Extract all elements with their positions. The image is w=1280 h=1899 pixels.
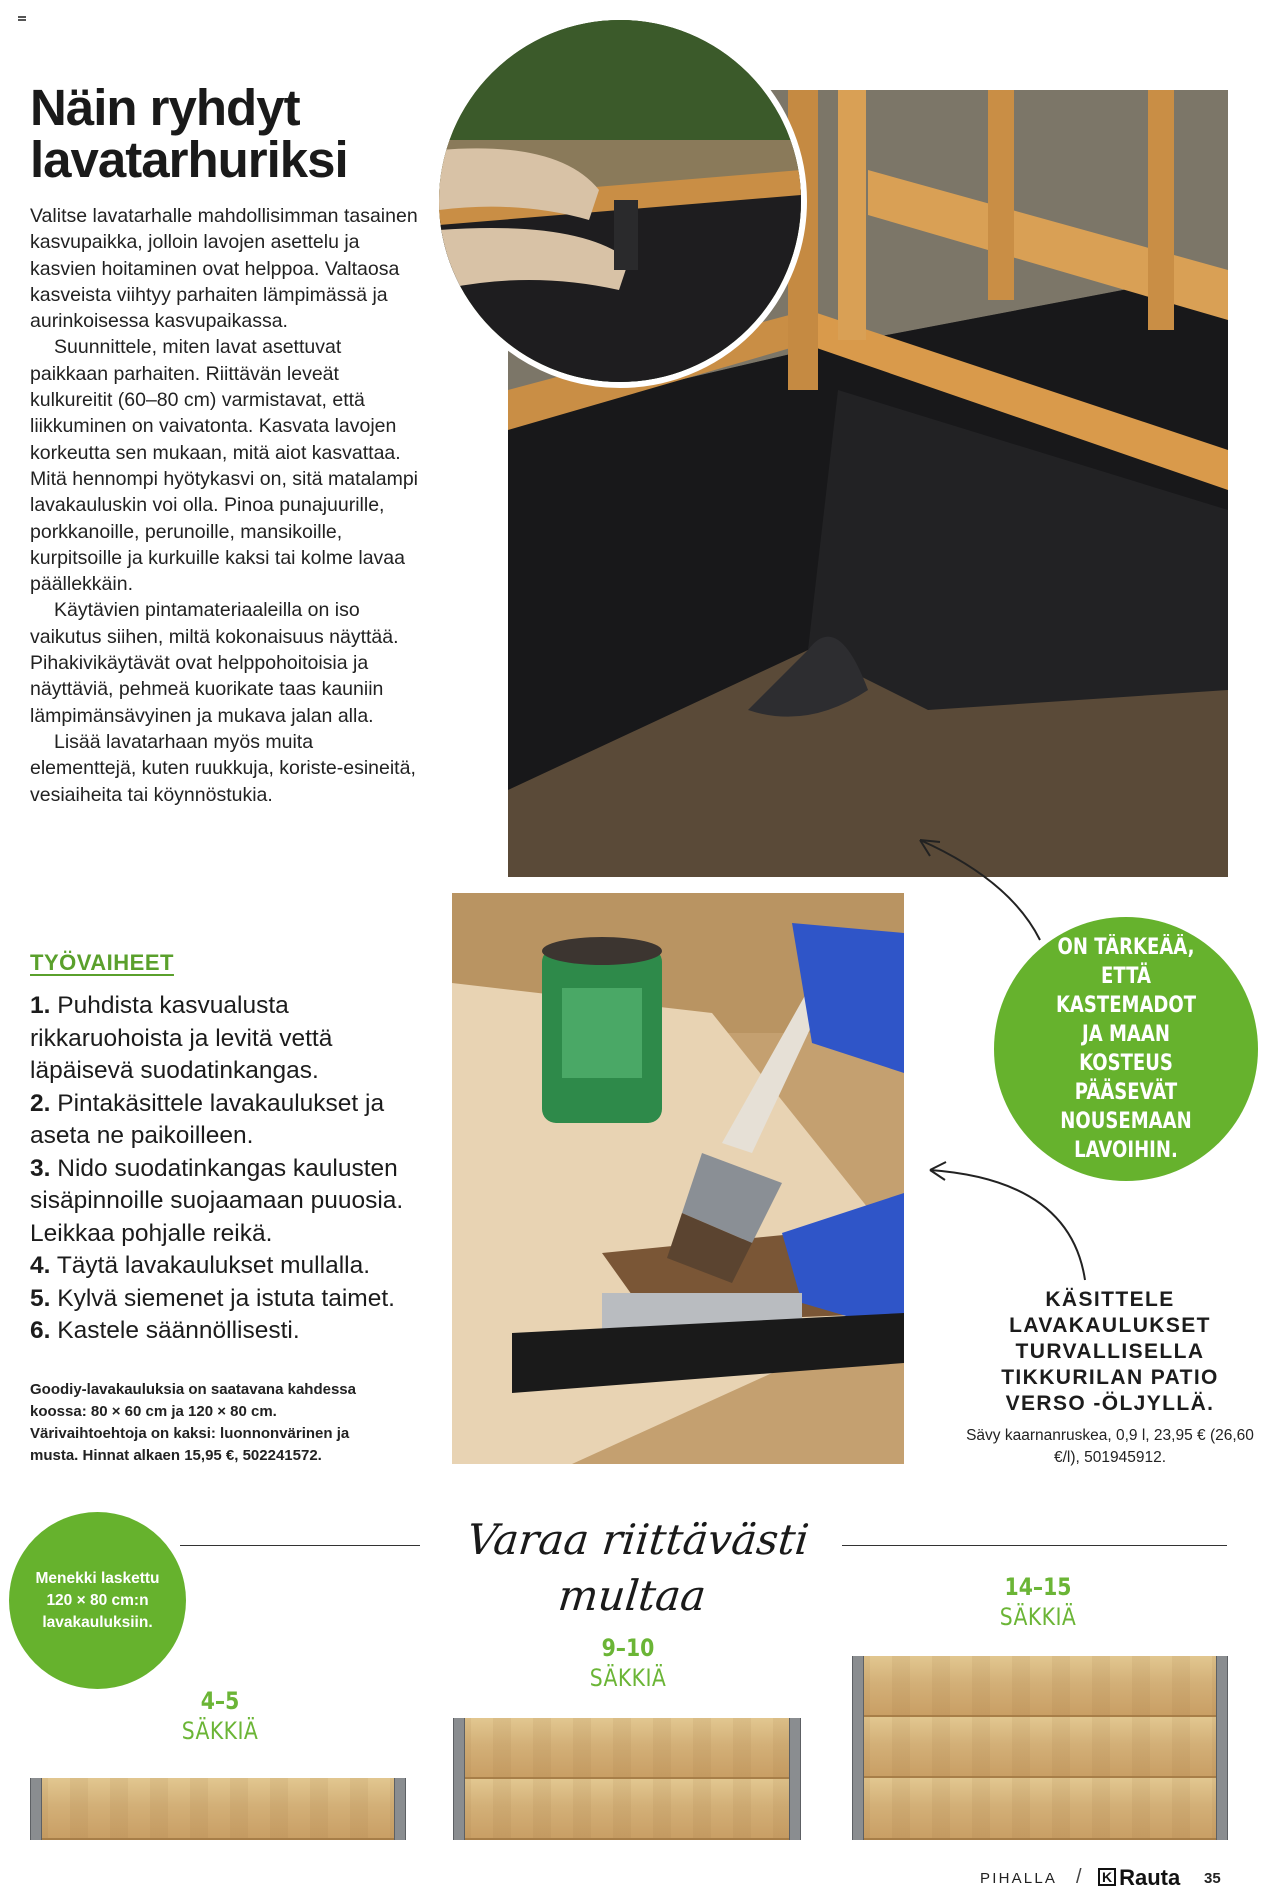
page-number: 35 bbox=[1204, 1870, 1221, 1887]
quantity-unit: SÄKKIÄ bbox=[999, 1603, 1077, 1631]
quantity-amount: 9–10 bbox=[601, 1634, 655, 1662]
product-note: Goodiy-lavakauluksia on saatavana kahdessa koossa: 80 × 60 cm ja 120 × 80 cm. Värivaihtoehtoja on kaksi: luonnonvärinen ja musta. Hinnat alkaen 15,95 €, 502241572. bbox=[30, 1381, 356, 1464]
divider bbox=[842, 1545, 1227, 1546]
list-item bbox=[30, 1250, 420, 1283]
quantity-label bbox=[968, 1572, 1108, 1632]
step-text: Nido suodatinkangas kaulusten sisäpinnoille suojaamaan puuosia. Leikkaa pohjalle reikä. bbox=[30, 1154, 404, 1247]
badge-text: ON TÄRKEÄÄ, ETTÄ KASTEMADOT JA MAAN KOSTEUS PÄÄSEVÄT NOUSEMAAN LAVOIHIN. bbox=[1055, 935, 1197, 1163]
care-details: Sävy kaarnanruskea, 0,9 l, 23,95 € (26,60 €/l), 501945912. bbox=[966, 1427, 1254, 1466]
step-text: Pintakäsittele lavakaulukset ja aseta ne paikoilleen. bbox=[30, 1089, 385, 1149]
page-footer bbox=[980, 1866, 1228, 1890]
quantity-amount: 14–15 bbox=[1004, 1573, 1072, 1601]
brand-logo bbox=[1098, 1865, 1180, 1891]
steps-list bbox=[30, 990, 420, 1348]
quantity-unit: SÄKKIÄ bbox=[589, 1664, 667, 1692]
divider bbox=[180, 1545, 420, 1546]
arrow-icon bbox=[930, 1170, 1085, 1280]
wood-plank bbox=[30, 1778, 406, 1840]
crate-one-layer bbox=[30, 1778, 406, 1840]
list-item bbox=[30, 1088, 420, 1153]
wood-plank bbox=[852, 1717, 1228, 1778]
step-number: 5. bbox=[30, 1284, 51, 1312]
staining-illustration bbox=[452, 893, 904, 1464]
badge-text: Menekki laskettu 120 × 80 cm:n lavakauluksiin. bbox=[35, 1569, 160, 1631]
arrow-icon bbox=[920, 840, 1040, 940]
wood-plank bbox=[453, 1718, 801, 1779]
list-item bbox=[30, 1315, 420, 1348]
list-item bbox=[30, 1153, 420, 1251]
stapling-fabric-photo bbox=[433, 14, 807, 388]
care-heading: KÄSITTELE LAVAKAULUKSET TURVALLISELLA TIKKURILAN PATIO VERSO -ÖLJYLLÄ. bbox=[1001, 1288, 1219, 1415]
intro-paragraph: Käytävien pintamateriaaleilla on iso vaikutus siihen, miltä kokonaisuus näyttää. Pihakivikäytävät ovat helppohoitoisia ja näyttäviä, pehmeä kuorikate taas kauniin lämpimänsävyinen ja mukava jalan alla. bbox=[30, 599, 399, 727]
quantity-amount: 4–5 bbox=[200, 1687, 240, 1715]
hinge-icon bbox=[394, 1778, 406, 1840]
footer-separator: / bbox=[1076, 1866, 1082, 1888]
hinge-icon bbox=[1216, 1656, 1228, 1840]
list-item bbox=[30, 1283, 420, 1316]
crate-two-layers bbox=[453, 1718, 801, 1840]
steps-heading: TYÖVAIHEET bbox=[30, 950, 174, 975]
step-number: 3. bbox=[30, 1154, 51, 1182]
wood-plank bbox=[852, 1778, 1228, 1840]
brand-name: Rauta bbox=[1119, 1865, 1181, 1890]
menu-icon[interactable] bbox=[18, 16, 26, 23]
hinge-icon bbox=[30, 1778, 42, 1840]
list-item bbox=[30, 990, 420, 1088]
step-number: 6. bbox=[30, 1317, 51, 1344]
step-text: Täytä lavakaulukset mullalla. bbox=[56, 1252, 371, 1279]
step-number: 1. bbox=[30, 992, 51, 1019]
earthworm-badge bbox=[994, 917, 1258, 1181]
crate-three-layers bbox=[852, 1656, 1228, 1840]
soil-section-heading: Varaa riittävästi multaa bbox=[464, 1515, 812, 1620]
step-number: 2. bbox=[30, 1089, 51, 1117]
stapling-illustration bbox=[439, 20, 801, 382]
intro-paragraph: Valitse lavatarhalle mahdollisimman tasainen kasvupaikka, jolloin lavojen asettelu ja kasvien hoitaminen ovat helppoa. Valtaosa kasveista viihtyy parhaiten lämpimässä ja aurinkoisessa kasvupaikassa. bbox=[30, 205, 418, 333]
consumption-badge bbox=[9, 1512, 186, 1689]
quantity-label bbox=[558, 1633, 698, 1693]
wood-plank bbox=[453, 1779, 801, 1840]
wood-plank bbox=[852, 1656, 1228, 1717]
step-text: Kylvä siemenet ja istuta taimet. bbox=[57, 1284, 395, 1312]
brand-mark: K bbox=[1098, 1868, 1116, 1886]
intro-text bbox=[30, 203, 420, 808]
page-title: Näin ryhdyt lavatarhuriksi bbox=[30, 79, 348, 188]
step-text: Kastele säännöllisesti. bbox=[57, 1317, 300, 1344]
quantity-label bbox=[150, 1686, 290, 1746]
hinge-icon bbox=[789, 1718, 801, 1840]
staining-wood-photo bbox=[452, 893, 904, 1464]
hinge-icon bbox=[453, 1718, 465, 1840]
intro-paragraph: Suunnittele, miten lavat asettuvat paikkaan parhaiten. Riittävän leveät kulkureitit (60–80 cm) varmistavat, että liikkuminen on vaivatonta. Kasvata lavojen korkeutta sen mukaan, mitä aiot kasvattaa. Mitä hennompi hyötykasvi on, sitä matalampi lavakauluskin voi olla. Pinoa punajuurille, porkkanoille, perunoille, mansikoille, kurpitsoille ja kurkuille kaksi tai kolme lavaa päällekkäin. bbox=[30, 336, 419, 596]
step-number: 4. bbox=[30, 1252, 51, 1279]
step-text: Puhdista kasvualusta rikkaruohoista ja levitä vettä läpäisevä suodatinkangas. bbox=[30, 992, 333, 1084]
intro-paragraph: Lisää lavatarhaan myös muita elementtejä, kuten ruukkuja, koriste-esineitä, vesiaiheita tai köynnöstukia. bbox=[30, 730, 416, 806]
quantity-unit: SÄKKIÄ bbox=[181, 1717, 259, 1745]
hinge-icon bbox=[852, 1656, 864, 1840]
section-name: PIHALLA bbox=[980, 1870, 1058, 1887]
